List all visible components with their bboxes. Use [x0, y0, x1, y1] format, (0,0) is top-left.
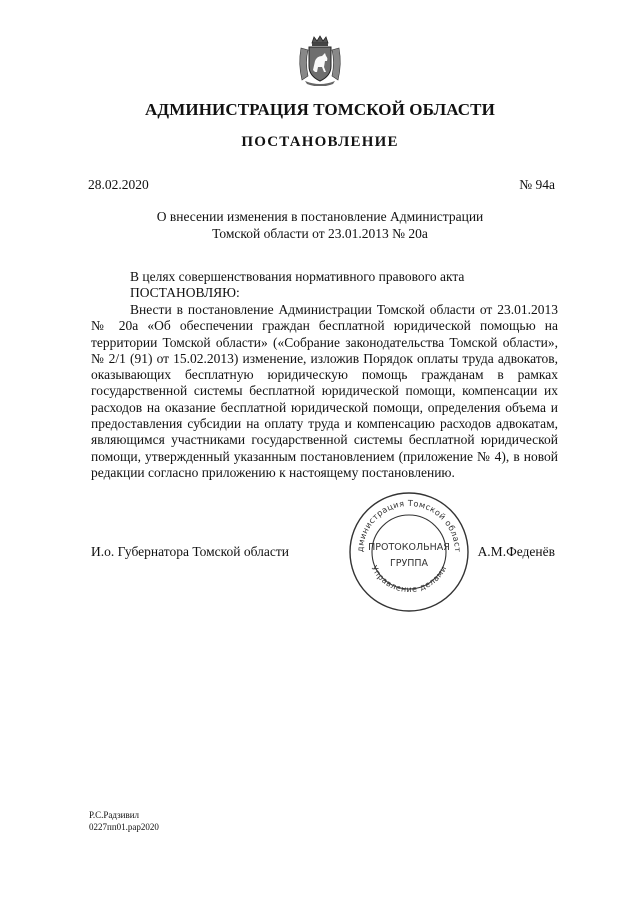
document-type-title: ПОСТАНОВЛЕНИЕ [241, 134, 399, 150]
stamp-ring-text: дминистрация Томской област [354, 497, 464, 553]
stamp-center-line: ГРУППА [389, 558, 429, 569]
coat-of-arms-icon [297, 34, 343, 86]
resolution-paragraph: Внести в постановление Администрации Томской области от 23.01.2013 № 20а «Об обеспечении граждан бесплатной юридической помощью на территории Томской области» («Собрание законодательства Томской области», № 2/1 (91) от 15.02.2013) изменение, изложив Порядок оплаты труда адвокатов, оказывающих бесплатную юридическую помощь гражданам в рамках государственной системы бесплатной юридической помощи, компенсации их расходов на оказание бесплатной юридической помощи, определения объема и предоставления субсидии на оплату труда и компенсацию расходов адвокатам, являющимся участниками государственной системы бесплатной юридической помощи, утвержденный указанным постановлением (приложение № 4), в новой редакции согласно приложению к настоящему постановлению. [91, 302, 558, 480]
executor-name: Р.С.Радзивил [89, 810, 140, 820]
stamp-bottom-text: Управление делами [369, 564, 449, 595]
subject-line: О внесении изменения в постановление Администрации [156, 209, 484, 224]
organization-title: АДМИНИСТРАЦИЯ ТОМСКОЙ ОБЛАСТИ [145, 100, 495, 119]
stamp-center-line: ПРОТОКОЛЬНАЯ [368, 542, 450, 553]
document-subject [100, 208, 540, 242]
preamble-text: В целях совершенствования нормативного правового акта [130, 269, 465, 284]
document-date: 28.02.2020 [88, 177, 149, 192]
signatory-title: И.о. Губернатора Томской области [91, 544, 289, 559]
document-file-code: 0227пп01.рар2020 [89, 822, 159, 832]
signatory-name: А.М.Феденёв [477, 544, 555, 559]
official-stamp [347, 490, 471, 614]
document-number: № 94а [519, 177, 555, 192]
subject-line: Томской области от 23.01.2013 № 20а [212, 226, 428, 241]
resolve-heading: ПОСТАНОВЛЯЮ: [130, 285, 240, 300]
